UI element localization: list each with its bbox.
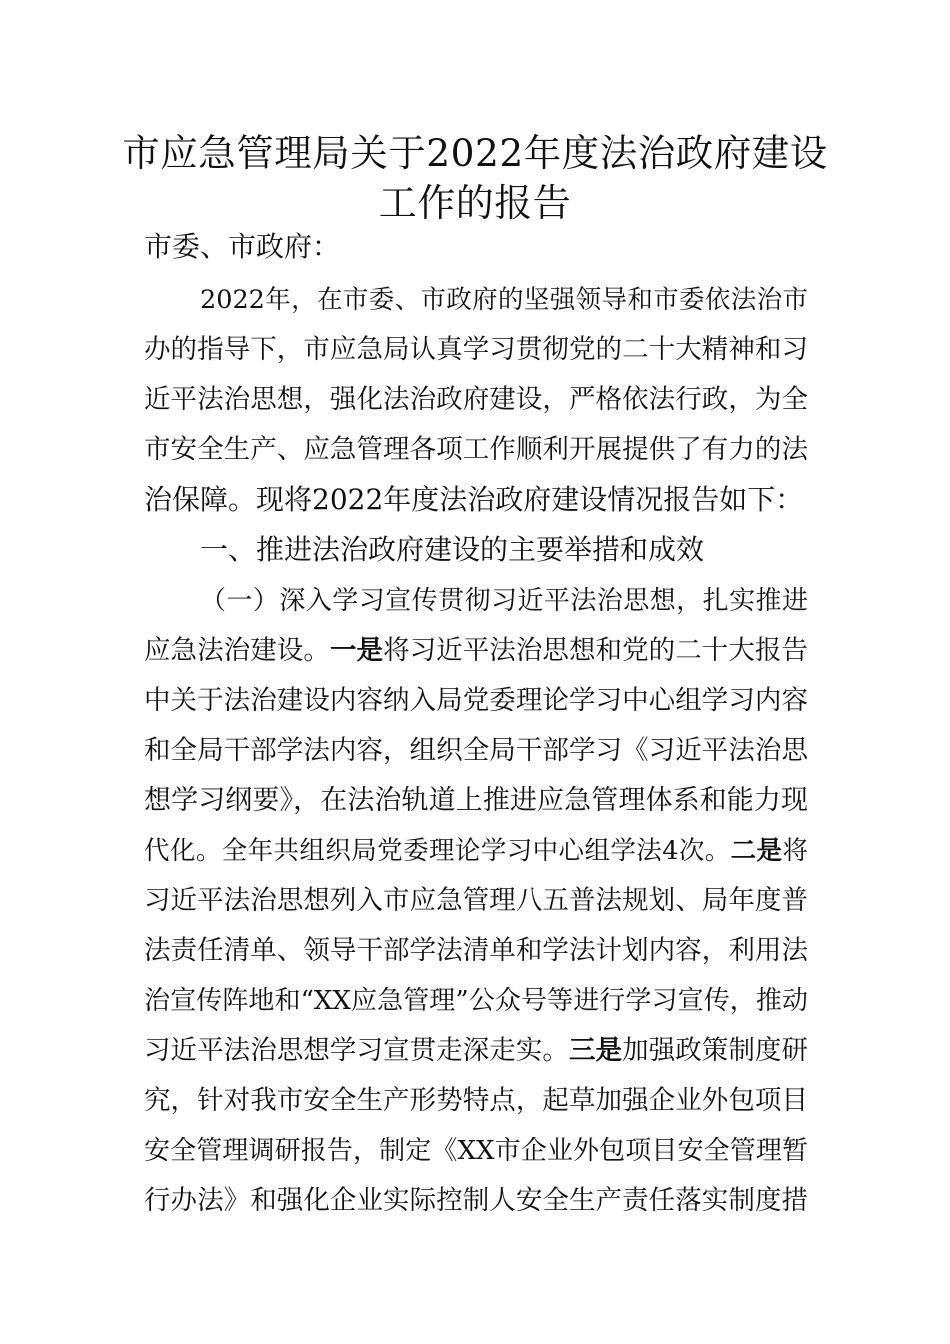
paragraph-1-line-1: 2022年，在市委、市政府的坚强领导和市委依法治市 — [200, 285, 808, 315]
text-run: 将 — [782, 836, 808, 866]
section-1-line-11: 究，针对我市安全生产形势特点，起草加强企业外包项目 — [144, 1085, 808, 1116]
document-title-line-2: 工作的报告 — [378, 181, 572, 225]
bold-marker: 三是 — [569, 1035, 623, 1066]
section-1-line-4: 和全局干部学法内容，组织全局干部学习《习近平法治思 — [144, 735, 808, 766]
paragraph-1-line-3: 近平法治思想，强化法治政府建设，严格依法行政，为全 — [144, 384, 808, 415]
text-run: 将习近平法治思想和党的二十大报告 — [383, 635, 808, 666]
section-heading-1: 一、推进法治政府建设的主要举措和成效 — [200, 533, 705, 566]
section-1-line-13: 行办法》和强化企业实际控制人安全生产责任落实制度措 — [144, 1185, 808, 1216]
bold-marker: 一是 — [329, 635, 384, 666]
text-run: 应急法治建设。 — [144, 635, 330, 666]
paragraph-1-line-2: 办的指导下，市应急局认真学习贯彻党的二十大精神和习 — [144, 334, 808, 365]
section-1-line-10 — [144, 1026, 808, 1076]
text-run: 代化。全年共组织局党委理论学习中心组学法4次。 — [144, 836, 731, 866]
bold-marker: 二是 — [730, 836, 783, 866]
section-1-line-12: 安全管理调研报告，制定《XX市企业外包项目安全管理暂 — [144, 1136, 808, 1166]
section-1-line-8: 法责任清单、领导干部学法清单和学法计划内容，利用法 — [144, 935, 808, 966]
section-1-line-1: （一）深入学习宣传贯彻习近平法治思想，扎实推进 — [200, 586, 808, 616]
section-1-line-5: 想学习纲要》，在法治轨道上推进应急管理体系和能力现 — [144, 785, 808, 816]
section-1-line-3: 中关于法治建设内容纳入局党委理论学习中心组学习内容 — [144, 685, 808, 716]
paragraph-1-line-5: 治保障。现将2022年度法治政府建设情况报告如下： — [144, 483, 804, 516]
section-1-line-6 — [144, 826, 808, 876]
salutation: 市委、市政府： — [144, 230, 341, 263]
text-run: 加强政策制度研 — [622, 1035, 808, 1066]
text-run: 习近平法治思想学习宣贯走深走实。 — [144, 1035, 569, 1066]
section-1-line-9: 治宣传阵地和“XX应急管理”公众号等进行学习宣传，推动 — [144, 986, 808, 1016]
paragraph-1-line-4: 市安全生产、应急管理各项工作顺利开展提供了有力的法 — [144, 434, 808, 465]
section-1-line-7: 习近平法治思想列入市应急管理八五普法规划、局年度普 — [144, 885, 808, 916]
document-title-line-1: 市应急管理局关于2022年度法治政府建设 — [122, 131, 828, 175]
section-1-line-2 — [144, 626, 808, 676]
